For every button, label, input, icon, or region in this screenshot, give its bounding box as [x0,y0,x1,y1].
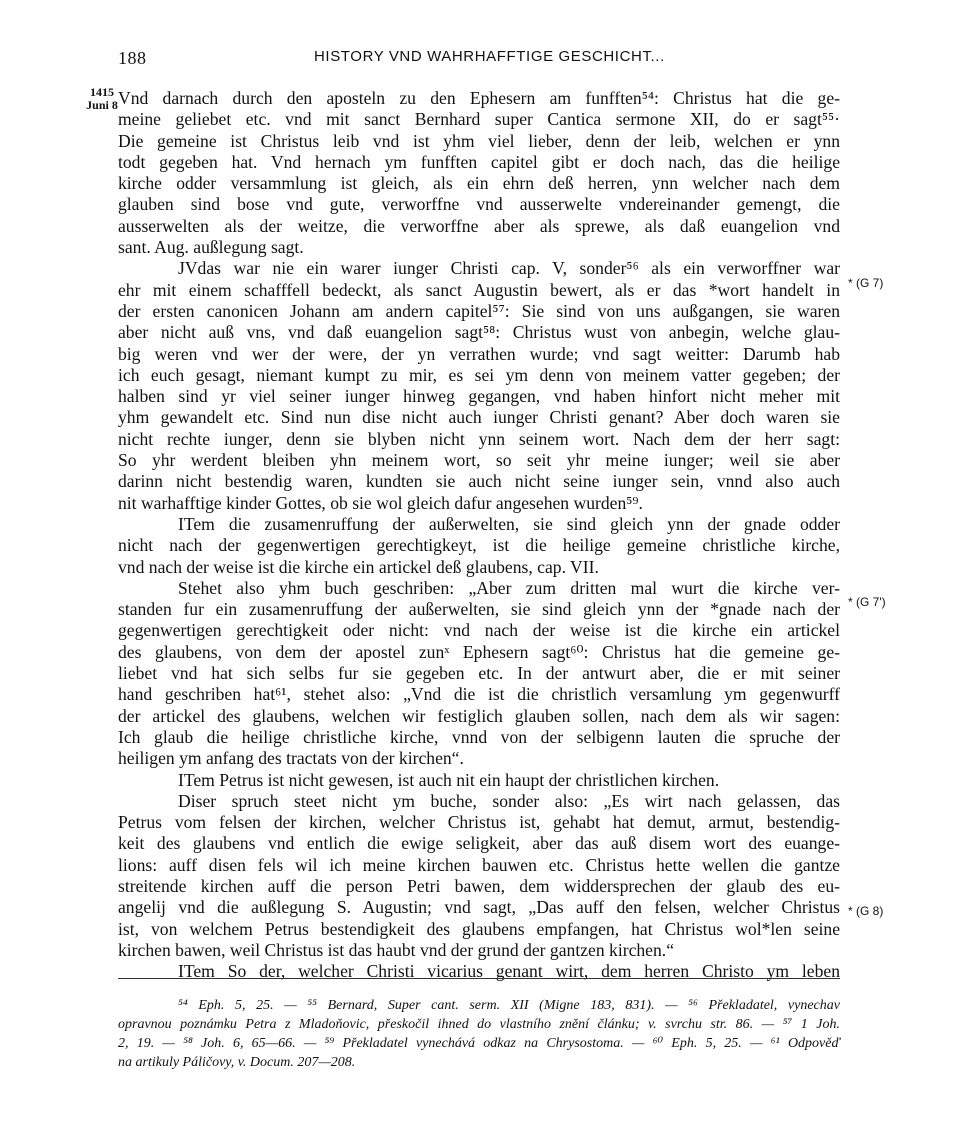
margin-date-day: Juni 8 [86,98,118,112]
text-line: Petrus vom felsen der kirchen, welcher Christus ist, gehabt hat demut, armut, bestendig- [118,812,840,833]
text-line: keit des glaubens vnd entlich die ewige seligkeit, aber das auß disem wort des euange- [118,833,840,854]
text-line: yhm gewandelt etc. Sind nun dise nicht auch iunger Christi genant? Aber doch waren sie [118,407,840,428]
text-line: nicht nach der gegenwertigen gerechtigkeyt, ist die heilige gemeine christliche kirche, [118,535,840,556]
text-line: standen fur ein zusamenruffung der außerwelten, sie sind gleich ynn der *gnade nach der [118,599,840,620]
margin-date [86,86,118,112]
text-line: der ersten canonicen Johann am andern capitel⁵⁷: Sie sind von uns außgangen, sie waren [118,300,840,321]
text-line: So yhr werdent bleiben yhn meinem wort, so seit yhr meine iunger; weil sie aber [118,450,840,471]
text-line: vnd nach der weise ist die kirche ein artickel deß glaubens, cap. VII. [118,556,599,577]
text-line: angelij vnd die außlegung S. Augustin; vnd sagt, „Das auff den felsen, welcher Christus [118,897,840,918]
text-line: ITem So der, welcher Christi vicarius genant wirt, dem herren Christo ym leben [178,961,840,982]
footnote-divider [118,978,840,979]
text-line: lions: auff disen fels wil ich meine kirchen bauwen etc. Christus hette wellen die gantze [118,854,840,875]
text-line: gegenwertigen gerechtigkeit oder nicht: vnd nach der weise ist die kirche ein artickel [118,620,840,641]
text-line: hand geschriben hat⁶¹, stehet also: „Vnd die ist die christlich versamlung ym gegenwurff [118,684,840,705]
margin-note: * (G 8) [848,904,884,918]
footnote-line: na artikuly Páličovy, v. Docum. 207—208. [118,1055,356,1070]
text-line: sant. Aug. außlegung sagt. [118,237,304,258]
margin-note: * (G 7') [848,595,886,609]
text-line: aber nicht auß vns, vnd daß euangelion sagt⁵⁸: Christus wust von anbegin, welche glau- [118,322,840,343]
text-line: streitende kirchen auff die person Petri bawen, dem widdersprechen der glaub des eu- [118,875,840,896]
text-line: kirchen bawen, weil Christus ist das haubt vnd der grund der gantzen kirchen.“ [118,939,674,960]
text-line: Diser spruch steet nicht ym buche, sonder also: „Es wirt nach gelassen, das [178,790,840,811]
text-line: ITem die zusamenruffung der außerwelten, sie sind gleich ynn der gnade odder [178,513,840,534]
text-line: Stehet also yhm buch geschriben: „Aber zum dritten mal wurt die kirche ver- [178,577,840,598]
text-line: heiligen ym anfang des tractats von der kirchen“. [118,748,464,769]
text-line: kirche odder versammlung ist gleich, als ein ehrn deß herren, ynn welcher nach dem [118,173,840,194]
text-line: ist, von welchem Petrus bestendigkeit des glaubens empfangen, hat Christus wol*len seine [118,918,840,939]
text-line: ITem Petrus ist nicht gewesen, ist auch nit ein haupt der christlichen kirchen. [178,769,720,790]
text-line: todt gegeben hat. Vnd hernach ym funfften capitel gibt er doch nach, das die heilige [118,151,840,172]
text-line: des glaubens, von dem der apostel zunˣ Ephesern sagt⁶⁰: Christus hat die gemeine ge- [118,641,840,662]
text-line: Vnd darnach durch den aposteln zu den Ephesern am funfften⁵⁴: Christus hat die ge- [118,88,840,108]
page-header [118,48,840,72]
footnotes [118,996,840,1072]
text-line: nicht rechte iunger, denn sie blyben nicht ynn seinem wort. Nach dem der herr sagt: [118,428,840,449]
text-line: darinn nicht bestendig waren, kundten sie auch nicht seine iunger sein, vnnd also auch [118,471,840,492]
text-line: ich euch gesagt, niemant kumpt zu mir, es sei ym denn von meinem vatter gegeben; der [118,364,840,385]
running-title: HISTORY VND WAHRHAFFTIGE GESCHICHT... [314,48,665,65]
text-line: der artickel des glaubens, welchen wir festiglich glauben sollen, nach dem als wir sagen: [118,705,840,726]
margin-date-year: 1415 [90,85,114,99]
text-line: nit warhafftige kinder Gottes, ob sie wol gleich dafur angesehen wurden⁵⁹. [118,492,643,513]
page-number: 188 [118,48,147,68]
main-text [118,88,840,982]
text-line: ehr mit einem schafffell bedeckt, als sanct Augustin bewert, als er das *wort handelt in [118,279,840,300]
text-line: Ich glaub die heilige christliche kirche, vnnd von der selbigenn lauten die spruche der [118,726,840,747]
text-line: liebet vnd hat sich selbs fur sie gegeben etc. In der antwurt aber, die er mit seiner [118,663,840,684]
footnote-line: opravnou poznámku Petra z Mladoňovic, přeskočil ihned do vlastního znění článku; v. svrchu str. 86. — ⁵⁷ 1 Joh. [118,1017,840,1032]
text-line: big weren vnd wer der were, der yn verrathen wurde; vnd sagt weitter: Darumb hab [118,343,840,364]
footnote-line: ⁵⁴ Eph. 5, 25. — ⁵⁵ Bernard, Super cant. serm. XII (Migne 183, 831). — ⁵⁶ Překladatel, vynechav [178,998,840,1013]
text-line: meine geliebet etc. vnd mit sanct Bernhard super Cantica sermone XII, do er sagt⁵⁵· [118,109,840,130]
margin-note: * (G 7) [848,276,884,290]
text-line: JVdas war nie ein warer iunger Christi cap. V, sonder⁵⁶ als ein verworffner war [178,258,840,279]
text-line: Die gemeine ist Christus leib vnd ist yhm viel lieber, denn der leib, welchen er ynn [118,130,840,151]
text-line: halben sind yr viel seiner iunger hinweg gegangen, vnd haben hinfort nicht meher mit [118,386,840,407]
footnote-line: 2, 19. — ⁵⁸ Joh. 6, 65—66. — ⁵⁹ Překladatel vynechává odkaz na Chrysostoma. — ⁶⁰ Eph. 5, 25. — ⁶¹ Odpověď [118,1036,840,1051]
text-line: ausserwelten als der weitze, die verworffne aber als sprewe, als daß euangelion vnd [118,215,840,236]
text-line: glauben sind bose vnd gute, verworffne vnd ausserwelte vndereinander gemengt, die [118,194,840,215]
